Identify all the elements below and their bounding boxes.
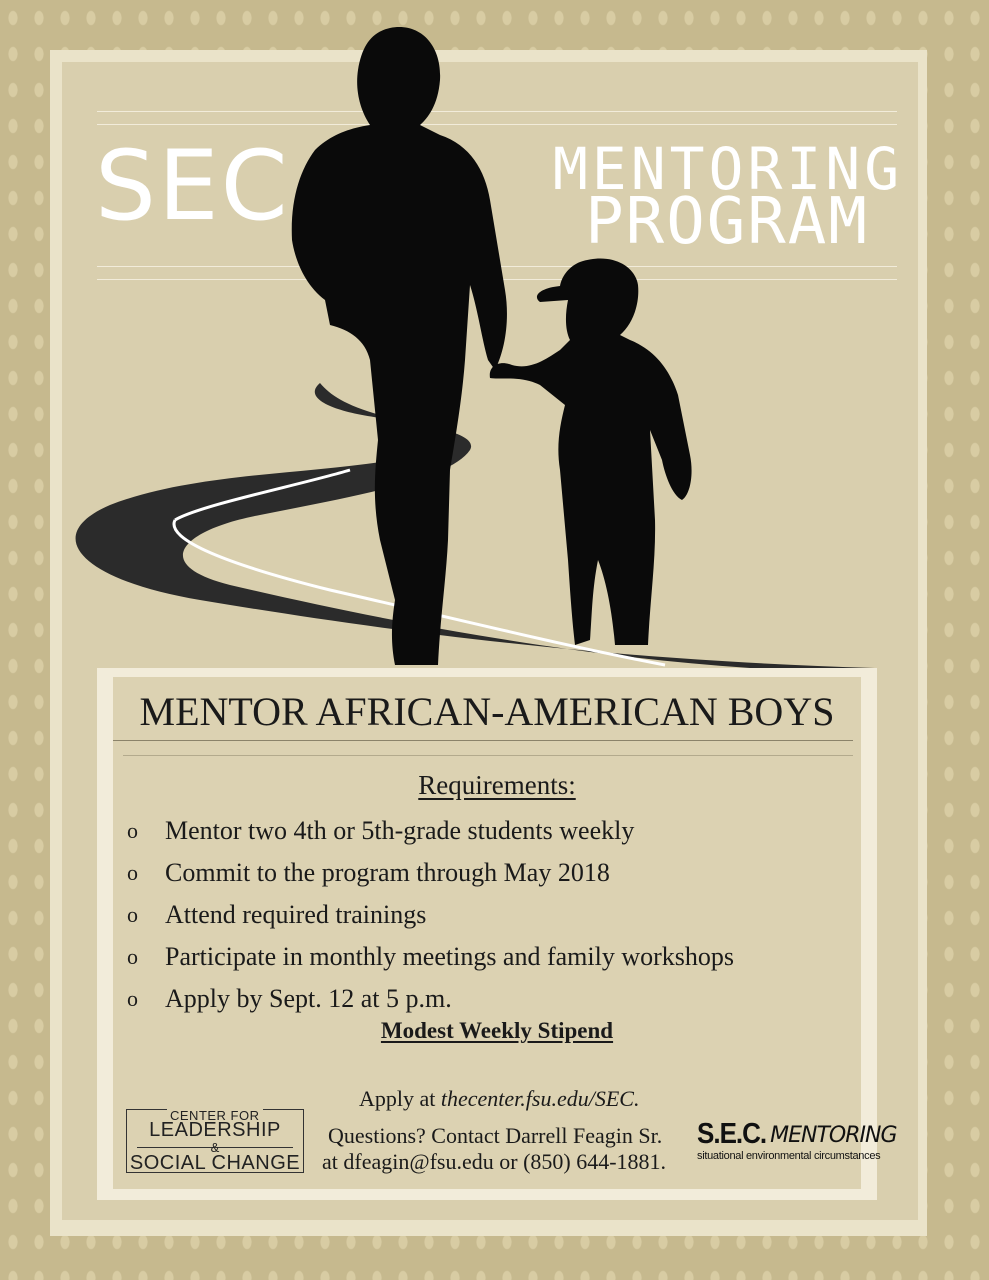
bullet-icon: o: [127, 902, 138, 927]
sec-logo-script: MENTORING: [770, 1123, 897, 1148]
clsc-ampersand: &: [210, 1140, 220, 1155]
center-for-leadership-logo: [126, 1109, 304, 1173]
title-program: PROGRAM: [585, 185, 869, 259]
clsc-line2: LEADERSHIP: [149, 1119, 281, 1141]
bullet-icon: o: [127, 944, 138, 969]
apply-line: [359, 1086, 639, 1112]
list-item: [127, 978, 734, 1020]
requirement-text: Attend required trainings: [165, 900, 427, 929]
title-mentoring: MENTORING: [552, 135, 904, 203]
child-silhouette: [490, 259, 692, 645]
headline: MENTOR AFRICAN-AMERICAN BOYS: [139, 689, 835, 734]
headline-divider: [113, 740, 853, 741]
bullet-icon: o: [127, 818, 138, 843]
clsc-line3: SOCIAL CHANGE: [129, 1152, 301, 1174]
requirements-heading: Requirements:: [418, 770, 576, 800]
list-item: [127, 852, 734, 894]
apply-prefix: Apply at: [359, 1086, 441, 1111]
title-sec: SEC: [95, 130, 290, 242]
contact-details: at dfeagin@fsu.edu or (850) 644-1881.: [322, 1149, 667, 1174]
stipend-note: Modest Weekly Stipend: [380, 1018, 614, 1043]
sec-logo-bold: S.E.C.: [697, 1116, 767, 1150]
contact-questions: Questions? Contact Darrell Feagin Sr.: [328, 1123, 663, 1148]
sec-logo-subtitle: situational environmental circumstances: [697, 1150, 881, 1162]
adult-silhouette: [292, 27, 507, 665]
requirement-text: Participate in monthly meetings and family workshops: [165, 942, 735, 971]
requirements-list: [127, 810, 734, 1020]
apply-link[interactable]: thecenter.fsu.edu/SEC.: [440, 1086, 640, 1111]
requirement-text: Apply by Sept. 12 at 5 p.m.: [165, 984, 452, 1013]
list-item: [127, 894, 734, 936]
requirement-text: Commit to the program through May 2018: [165, 858, 610, 887]
sec-mentoring-logo: [697, 1116, 897, 1162]
clsc-line1: CENTER FOR: [167, 1108, 263, 1123]
bullet-icon: o: [127, 860, 138, 885]
bullet-icon: o: [127, 986, 138, 1011]
list-item: [127, 810, 734, 852]
requirement-text: Mentor two 4th or 5th-grade students weekly: [165, 816, 635, 845]
headline-divider-secondary: [123, 755, 853, 756]
list-item: [127, 936, 734, 978]
